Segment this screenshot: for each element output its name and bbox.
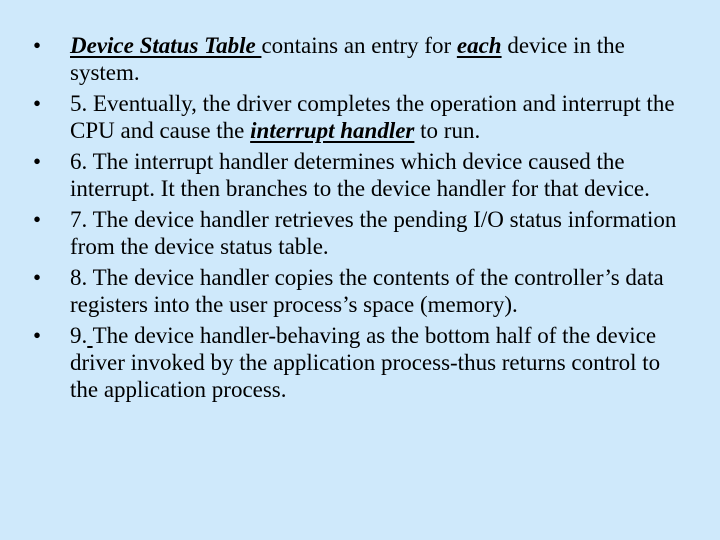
bullet-step-5 [28, 90, 688, 144]
bullet-marker: • [32, 149, 42, 174]
bullet-step-9 [28, 322, 688, 403]
bullet-marker: • [32, 265, 42, 290]
bullet-step-7 [28, 206, 688, 260]
bullet-marker: • [32, 207, 42, 232]
bullet-text: 5. Eventually, the driver completes the operation and interrupt the CPU and cause the [70, 91, 675, 143]
bullet-text: to run. [414, 118, 481, 143]
emphasized-term: each [456, 33, 502, 58]
bullet-text: device in the system. [70, 33, 625, 85]
bullet-text: The device handler-behaving as the bottom half of the device driver invoked by the application process-thus returns control to the application process. [70, 323, 661, 402]
bullet-list [28, 32, 688, 403]
bullet-marker: • [32, 33, 42, 58]
bullet-text: 9. [70, 323, 88, 348]
bullet-device-status-table [28, 32, 688, 86]
bullet-step-8 [28, 264, 688, 318]
bullet-text: 7. The device handler retrieves the pending I/O status information from the device status table. [70, 207, 677, 259]
bullet-text: 6. The interrupt handler determines which device caused the interrupt. It then branches to the device handler for that device. [70, 149, 650, 201]
bullet-text: contains an entry for [261, 33, 457, 58]
bullet-text: 8. The device handler copies the contents of the controller’s data registers into the user process’s space (memory). [70, 265, 664, 317]
emphasized-term: interrupt handler [250, 118, 415, 143]
bullet-step-6 [28, 148, 688, 202]
emphasized-term: Device Status Table [70, 33, 262, 58]
bullet-marker: • [32, 323, 42, 348]
bullet-marker: • [32, 91, 42, 116]
